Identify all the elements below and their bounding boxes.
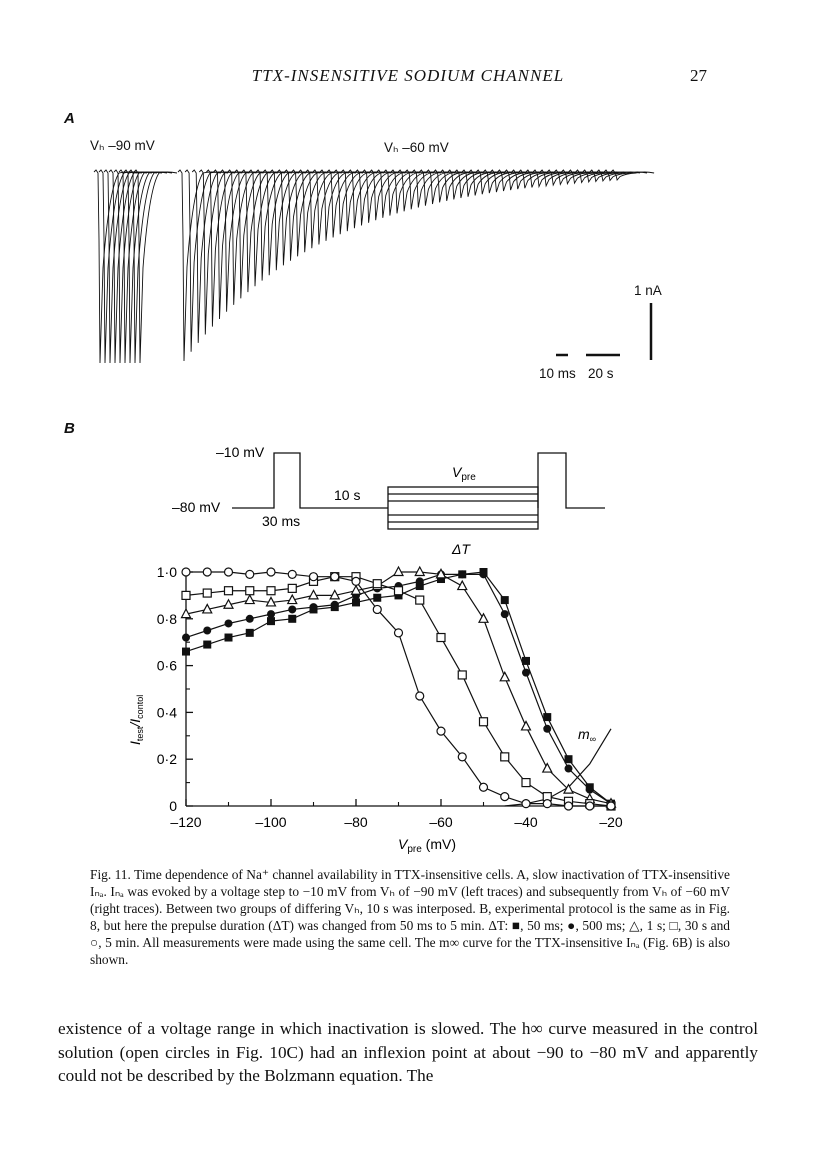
scale-label-time-long: 20 s [588,366,614,381]
data-point-square-filled [522,657,530,665]
data-point-circle-open [225,568,233,576]
protocol-test-duration-label: 30 ms [262,513,301,529]
x-axis-label: $V_{pre}$ (mV) [398,836,457,855]
data-point-square-open [458,671,466,679]
body-paragraph: existence of a voltage range in which inactivation is slowed. The h∞ curve measured in the control solution (open circles in Fig. 10C) had an inflexion point at about −90 to −80 mV and apparently could not be described by the Bolzmann equation. The [58,1019,758,1085]
voltage-protocol-diagram [0,440,816,560]
protocol-interval-label: 10 s [334,487,361,503]
data-point-triangle-open [309,590,318,599]
data-point-circle-filled [586,786,594,794]
panel-a-vh90-label: Vₕ –90 mV [90,138,155,153]
data-point-circle-filled [565,765,573,773]
data-point-square-open [437,634,445,642]
x-tick-label: –120 [170,814,202,830]
data-point-triangle-open [522,721,531,730]
data-point-square-filled [246,629,254,637]
data-point-circle-filled [522,669,530,677]
data-point-square-open [522,779,530,787]
data-point-triangle-open [394,567,403,576]
panel-b-letter: B [64,420,75,437]
data-point-circle-filled [288,605,296,613]
y-tick-label: 0·6 [156,657,177,674]
data-point-square-filled [225,634,233,642]
data-point-circle-open [586,802,594,810]
data-point-circle-open [543,800,551,808]
current-trace [129,170,172,363]
data-point-square-open [373,580,381,588]
y-tick-label: 0 [169,798,177,814]
x-tick-label: –100 [255,814,287,830]
data-point-square-filled [352,598,360,606]
current-trace-group [94,170,654,363]
data-point-circle-open [246,570,254,578]
data-point-circle-open [501,793,509,801]
y-tick-label: 0·4 [156,704,177,721]
data-point-square-filled [373,594,381,602]
data-point-circle-filled [458,570,466,578]
data-point-circle-open [607,802,615,810]
data-point-triangle-open [245,595,254,604]
data-point-square-filled [267,617,275,625]
data-point-square-filled [565,755,573,763]
data-point-circle-filled [225,619,233,627]
data-point-circle-open [310,573,318,581]
data-point-circle-open [182,568,190,576]
availability-chart [0,555,816,865]
scale-label-current: 1 nA [634,283,662,298]
data-point-square-open [395,587,403,595]
y-axis-label: $I_{test}/I_{contol}$ [127,694,145,745]
data-point-circle-open [373,605,381,613]
data-point-circle-open [331,573,339,581]
data-point-circle-filled [182,634,190,642]
data-point-circle-open [437,727,445,735]
data-point-circle-open [288,570,296,578]
data-point-triangle-open [500,672,509,681]
y-tick-label: 1·0 [156,564,177,580]
data-point-circle-open [395,629,403,637]
panel-a-vh60-label: Vₕ –60 mV [384,140,449,155]
data-point-circle-open [352,577,360,585]
protocol-prepulse-box [388,487,538,529]
data-point-circle-filled [331,601,339,609]
data-point-circle-open [565,802,573,810]
data-point-circle-filled [480,570,488,578]
data-point-circle-filled [416,577,424,585]
data-point-circle-open [416,692,424,700]
data-point-triangle-open [479,614,488,623]
x-tick-label: –20 [599,814,623,830]
data-point-circle-filled [267,610,275,618]
scale-label-time-short: 10 ms [539,366,576,381]
data-point-square-open [182,591,190,599]
data-point-square-open [480,718,488,726]
protocol-delta-t-label: ΔT [452,541,470,557]
data-point-square-open [288,584,296,592]
data-point-circle-filled [246,615,254,623]
current-trace [124,170,167,363]
protocol-test-level-label: –10 mV [216,444,265,460]
current-traces [80,160,700,390]
y-tick-label: 0·8 [156,610,177,627]
data-point-circle-filled [310,603,318,611]
data-point-circle-filled [501,610,509,618]
data-point-circle-open [267,568,275,576]
data-point-square-open [246,587,254,595]
data-point-square-open [501,753,509,761]
y-tick-label: 0·2 [156,751,177,768]
x-tick-label: –60 [429,814,453,830]
data-point-square-open [416,596,424,604]
protocol-test-pulse-1 [232,453,388,508]
data-point-circle-open [522,800,530,808]
data-point-square-filled [203,641,211,649]
x-tick-label: –80 [344,814,368,830]
data-point-triangle-open [543,764,552,773]
data-point-triangle-open [415,567,424,576]
data-point-square-open [225,587,233,595]
data-point-square-open [203,589,211,597]
protocol-prepulse-label: $V_{pre}$ [452,464,476,483]
protocol-holding-label: –80 mV [172,499,221,515]
data-point-circle-filled [543,725,551,733]
data-point-square-filled [543,713,551,721]
data-point-square-filled [501,596,509,604]
data-point-square-filled [288,615,296,623]
page-number: 27 [690,66,707,85]
current-trace [412,170,455,207]
x-tick-label: –40 [514,814,538,830]
chart-markers [182,567,616,810]
data-point-square-open [267,587,275,595]
running-title: TTX-INSENSITIVE SODIUM CHANNEL [251,66,565,85]
data-point-circle-open [203,568,211,576]
data-point-circle-filled [203,627,211,635]
data-point-circle-open [458,753,466,761]
panel-a-letter: A [64,110,75,127]
data-point-square-filled [182,648,190,656]
current-trace [134,170,177,363]
figure-caption: Fig. 11. Time dependence of Na⁺ channel availability in TTX-insensitive cells. A, slow inactivation of TTX-insensitive Iₙₐ. Iₙₐ was evoked by a voltage step to −10 mV from Vₕ of −90 mV (left traces) and subsequently from Vₕ of −60 mV (right traces). Between two groups of differing Vₕ, 10 s was interposed. B, experimental protocol is the same as in Fig. 8, but here the prepulse duration (ΔT) was changed from 50 ms to 5 min. ΔT: ■, 50 ms; ●, 500 ms; △, 1 s; □, 30 s and ○, 5 min. All measurements were made using the same cell. The m∞ curve for the TTX-insensitive Iₙₐ (Fig. 6B) is also shown. [90,867,730,967]
data-point-triangle-open [458,581,467,590]
data-point-circle-open [480,783,488,791]
protocol-test-pulse-2 [538,453,605,508]
m-inf-label: $m_\infty$ [578,726,597,744]
